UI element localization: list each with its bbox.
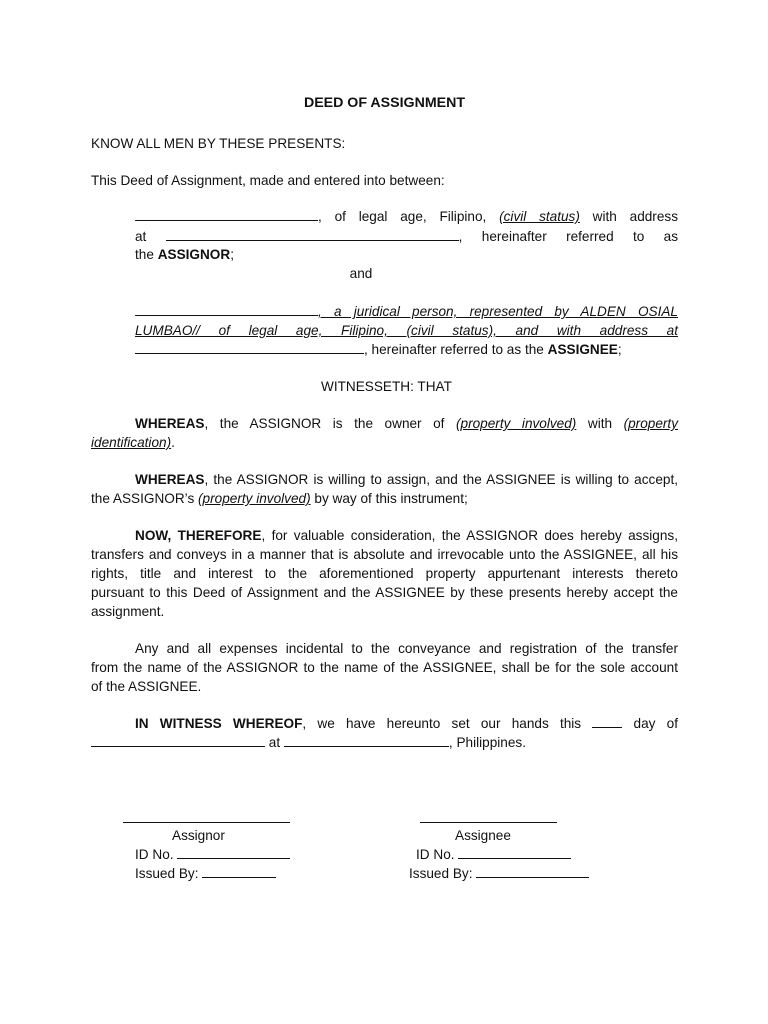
witness-label: IN WITNESS WHEREOF [135, 716, 303, 731]
assignor-at: at [135, 229, 147, 244]
place-blank [284, 734, 449, 747]
deed-page [91, 0, 678, 1024]
assignor-id-line [135, 845, 290, 864]
whereas1-property: (property involved) [456, 416, 577, 431]
assignee-text-end: ; [617, 342, 622, 357]
assignor-text-4: the [135, 247, 158, 262]
assignee-signature-label: Assignee [455, 828, 511, 843]
assignee-text-3: , hereinafter referred to as the [364, 342, 548, 357]
assignor-text-5: ; [230, 247, 234, 262]
expenses-line-3: of the ASSIGNEE. [91, 679, 202, 694]
assignor-text-1: , of legal age, Filipino, [318, 209, 500, 224]
now-therefore-line-5: assignment. [91, 604, 165, 619]
now-therefore-label: NOW, THEREFORE [135, 528, 262, 543]
assignor-address-blank [166, 228, 459, 241]
whereas2-line-2 [91, 489, 678, 508]
document-title: DEED OF ASSIGNMENT [303, 95, 466, 111]
witness-line-1 [135, 714, 678, 733]
whereas1-end: . [171, 435, 175, 450]
assignor-signature-line [123, 822, 290, 823]
assignor-issued-line [135, 864, 276, 883]
assignor-line-1 [135, 207, 678, 226]
assignee-text-1: , a juridical person, represented by ALDEN OSIAL [318, 304, 678, 319]
assignee-issued-line [409, 864, 589, 883]
expenses-line-1: Any and all expenses incidental to the conveyance and registration of the transfer [135, 641, 678, 656]
whereas2-text-b: the ASSIGNOR’s [91, 491, 199, 506]
assignor-text-3: , hereinafter referred to as [458, 229, 678, 244]
assignee-line-2: LUMBAO// of legal age, Filipino, (civil status), and with address at [135, 323, 678, 338]
now-therefore-line-4: pursuant to this Deed of Assignment and the ASSIGNEE by these presents hereby accept the [91, 585, 678, 600]
whereas1-line-1 [135, 414, 678, 433]
whereas2-line-1 [135, 470, 678, 489]
whereas2-property: (property involved) [198, 491, 311, 506]
assignee-line-3 [135, 340, 678, 359]
assignor-line-2 [135, 227, 678, 246]
assignor-text-2: with address [579, 209, 678, 224]
intro-line: This Deed of Assignment, made and entered into between: [91, 173, 445, 188]
whereas1-text-b: with [576, 416, 624, 431]
witnesseth-heading: WITNESSETH: THAT [321, 379, 452, 394]
assignor-label: ASSIGNOR [157, 247, 231, 262]
whereas1-property-id-1: (property [623, 416, 678, 431]
whereas1-text-a: , the ASSIGNOR is the owner of [204, 416, 456, 431]
witness-line-2 [91, 733, 678, 752]
whereas1-property-id-2: identification) [91, 435, 172, 450]
assignee-signature-line [420, 822, 557, 823]
whereas2-text-a: , the ASSIGNOR is willing to assign, and the ASSIGNEE is willing to accept, [204, 472, 678, 487]
day-blank [592, 715, 622, 728]
assignor-line-3 [135, 245, 678, 264]
assignee-label: ASSIGNEE [547, 342, 618, 357]
assignor-id-label: ID No. [135, 847, 174, 862]
witness-day-of: day of [633, 716, 679, 731]
witness-text-1: , we have hereunto set our hands this [302, 716, 582, 731]
whereas2-label: WHEREAS [135, 472, 205, 487]
assignee-id-line [416, 845, 571, 864]
assignor-name-blank [135, 208, 318, 221]
assignee-line-1 [135, 302, 678, 321]
now-therefore-line-3: rights, title and interest to the aforementioned property appurtenant interests thereto [91, 566, 678, 581]
witness-at: at [268, 735, 281, 750]
whereas1-label: WHEREAS [135, 416, 205, 431]
now-therefore-line-1 [135, 526, 678, 545]
assignee-issued-label: Issued By: [409, 866, 473, 881]
assignor-id-blank [177, 846, 290, 859]
and-word: and [349, 266, 373, 281]
assignee-name-blank [135, 303, 318, 316]
assignee-issued-blank [476, 865, 589, 878]
assignor-issued-label: Issued By: [135, 866, 199, 881]
assignor-civil-status: (civil status) [499, 209, 580, 224]
assignor-issued-blank [202, 865, 276, 878]
expenses-line-2: from the name of the ASSIGNOR to the name of the ASSIGNEE, shall be for the sole account [91, 660, 678, 675]
month-year-blank [91, 734, 265, 747]
opening-line: KNOW ALL MEN BY THESE PRESENTS: [91, 136, 346, 151]
assignee-id-blank [458, 846, 571, 859]
whereas2-text-c: by way of this instrument; [310, 491, 468, 506]
whereas1-line-2 [91, 433, 678, 452]
witness-end: , Philippines. [448, 735, 526, 750]
now-therefore-line-2: transfers and conveys in a manner that is absolute and irrevocable unto the ASSIGNEE, all his [91, 547, 678, 562]
assignee-address-blank [135, 341, 364, 354]
now-therefore-text-1: , for valuable consideration, the ASSIGNOR does hereby assigns, [261, 528, 678, 543]
assignee-id-label: ID No. [416, 847, 455, 862]
assignor-signature-label: Assignor [172, 828, 225, 843]
